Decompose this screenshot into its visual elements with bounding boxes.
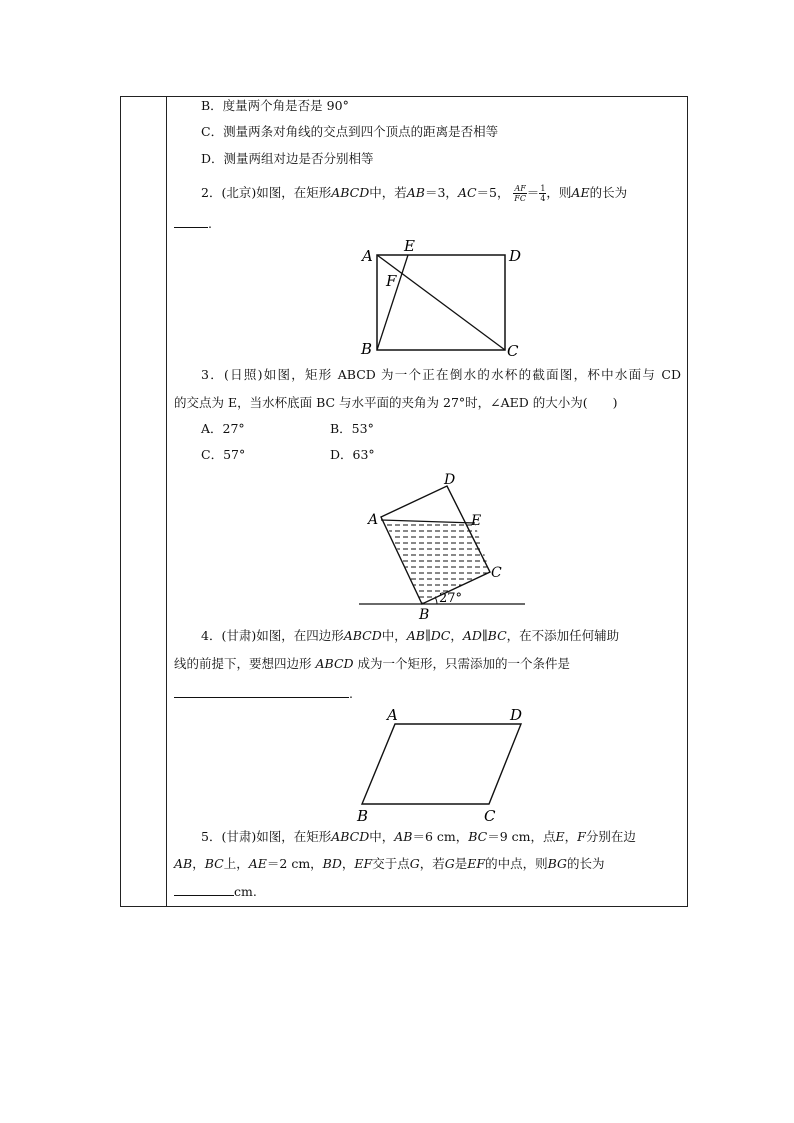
q5-t1: 交于点	[372, 856, 410, 871]
q5-mid1: 中，	[369, 829, 395, 844]
q5-v2: ＝9 cm，点	[487, 829, 556, 844]
q5-bd: BD	[322, 856, 342, 871]
q5-t2: ，若	[419, 856, 445, 871]
figure-3-tilted-cup	[355, 468, 530, 623]
fig4-label-a: A	[387, 706, 398, 724]
fig3-label-d: D	[444, 472, 456, 488]
q2-ratio-fraction	[513, 184, 526, 203]
fig4-label-c: C	[484, 807, 496, 825]
q3-line1: 3．(日照)如图，矩形 ABCD 为一个正在倒水的水杯的截面图，杯中水面与 CD	[201, 367, 681, 382]
fig2-label-c: C	[507, 342, 519, 358]
fig3-water-region	[386, 524, 490, 604]
q4-line2	[174, 656, 570, 672]
q2-text	[201, 184, 627, 203]
q5-line2	[174, 856, 605, 872]
q1-option-c: C．测量两条对角线的交点到四个顶点的距离是否相等	[201, 124, 499, 139]
q5-ae: AE	[248, 856, 267, 871]
q5-line1	[201, 829, 636, 845]
q4-answer-blank[interactable]	[174, 685, 349, 698]
fig2-segment-be	[377, 255, 408, 350]
fig4-label-d: D	[510, 706, 523, 724]
fig4-label-b: B	[357, 807, 369, 825]
q5-c2: ，	[192, 856, 205, 871]
q2-val-den: 4	[540, 194, 546, 203]
q4-end: .	[349, 686, 353, 701]
q2-mid2: ，则	[546, 185, 572, 200]
q3-option-b: B．53°	[330, 421, 374, 436]
q2-eq3: ＝3，	[424, 185, 458, 200]
q2-frac-num: AF	[514, 184, 526, 193]
q2-ac: AC	[457, 185, 477, 200]
q2-prefix: 2．(北京)如图，在矩形	[201, 185, 332, 200]
figure-2-rectangle	[355, 232, 535, 358]
q5-comma: ，	[564, 829, 578, 844]
q5-t4: 的中点，则	[485, 856, 548, 871]
q2-ab: AB	[406, 185, 425, 200]
q5-f: F	[577, 829, 586, 844]
q4-line2-b: 成为一个矩形，只需添加的一个条件是	[357, 656, 571, 671]
q4-parallel-1: AB∥DC	[406, 628, 451, 643]
q1-option-d: D．测量两组对边是否分别相等	[201, 151, 374, 166]
q4-line1	[201, 628, 619, 644]
q2-rect: ABCD	[331, 185, 370, 200]
fig4-parallelogram-abcd	[362, 724, 521, 804]
fig3-angle-label: 27°	[439, 591, 463, 606]
q5-bc: BC	[468, 829, 488, 844]
q3-option-a: A．27°	[201, 421, 245, 436]
q2-answer-blank[interactable]	[174, 215, 208, 228]
fig2-diagonal-ac	[377, 255, 505, 350]
q5-tail1: 分别在边	[585, 829, 636, 844]
fig3-label-b: B	[419, 607, 430, 623]
q3-line2: 的交点为 E，当水杯底面 BC 与水平面的夹角为 27°时，∠AED 的大小为( )	[174, 395, 618, 410]
fig3-angle-arc	[435, 597, 437, 604]
q2-answer-line	[174, 215, 212, 232]
q5-bc2: BC	[204, 856, 224, 871]
q4-quad: ABCD	[343, 628, 382, 643]
fig3-water-surface-ae	[381, 520, 475, 523]
q5-answer-blank[interactable]	[174, 883, 234, 896]
fig3-label-c: C	[491, 565, 502, 581]
fig2-label-d: D	[509, 247, 522, 265]
q2-val-num: 1	[540, 184, 546, 193]
q4-quad2: ABCD	[315, 656, 354, 671]
q2-suffix: 的长为	[589, 185, 628, 200]
fig2-label-a: A	[362, 247, 373, 265]
q5-ab2: AB	[174, 856, 193, 871]
q5-bg: BG	[547, 856, 567, 871]
q5-prefix: 5．(甘肃)如图，在矩形	[201, 829, 332, 844]
q5-e: E	[555, 829, 565, 844]
q5-v1: ＝6 cm，	[412, 829, 469, 844]
q5-t3: 是	[454, 856, 468, 871]
q4-prefix: 4．(甘肃)如图，在四边形	[201, 628, 344, 643]
q2-mid1: 中，若	[369, 185, 407, 200]
q5-ef2: EF	[467, 856, 486, 871]
q5-unit: cm.	[234, 884, 257, 899]
q2-end: .	[208, 216, 212, 231]
q5-up: 上，	[223, 856, 249, 871]
q5-c3: ，	[341, 856, 355, 871]
q2-eq-sign: ＝	[526, 185, 540, 200]
q5-rect: ABCD	[331, 829, 370, 844]
q5-v3: ＝2 cm，	[266, 856, 323, 871]
fig3-label-a: A	[368, 512, 379, 528]
q5-ab: AB	[394, 829, 413, 844]
q4-answer-line	[174, 685, 353, 702]
q5-answer-line	[174, 883, 257, 900]
table-column-divider	[166, 96, 167, 907]
q3-option-d: D．63°	[330, 447, 375, 462]
q1-option-b: B．度量两个角是否是 90°	[201, 98, 349, 113]
fig2-label-f: F	[386, 272, 397, 290]
q5-g: G	[409, 856, 420, 871]
q3-option-c: C．57°	[201, 447, 246, 462]
q4-tail1: ，在不添加任何辅助	[506, 628, 620, 643]
q2-ae: AE	[571, 185, 590, 200]
q5-ef: EF	[354, 856, 373, 871]
q4-parallel-2: AD∥BC	[462, 628, 507, 643]
q4-line2-a: 线的前提下，要想四边形	[174, 656, 312, 671]
fig2-label-b: B	[361, 340, 373, 358]
q4-mid1: 中，	[381, 628, 407, 643]
q2-frac-den: FC	[514, 194, 526, 203]
fig3-label-e: E	[471, 513, 482, 529]
q5-t5: 的长为	[567, 856, 605, 871]
fig2-label-e: E	[404, 237, 415, 255]
q4-comma: ，	[450, 628, 463, 643]
q5-g2: G	[444, 856, 455, 871]
q2-eq5: ＝5，	[476, 185, 510, 200]
figure-4-parallelogram	[350, 700, 540, 826]
